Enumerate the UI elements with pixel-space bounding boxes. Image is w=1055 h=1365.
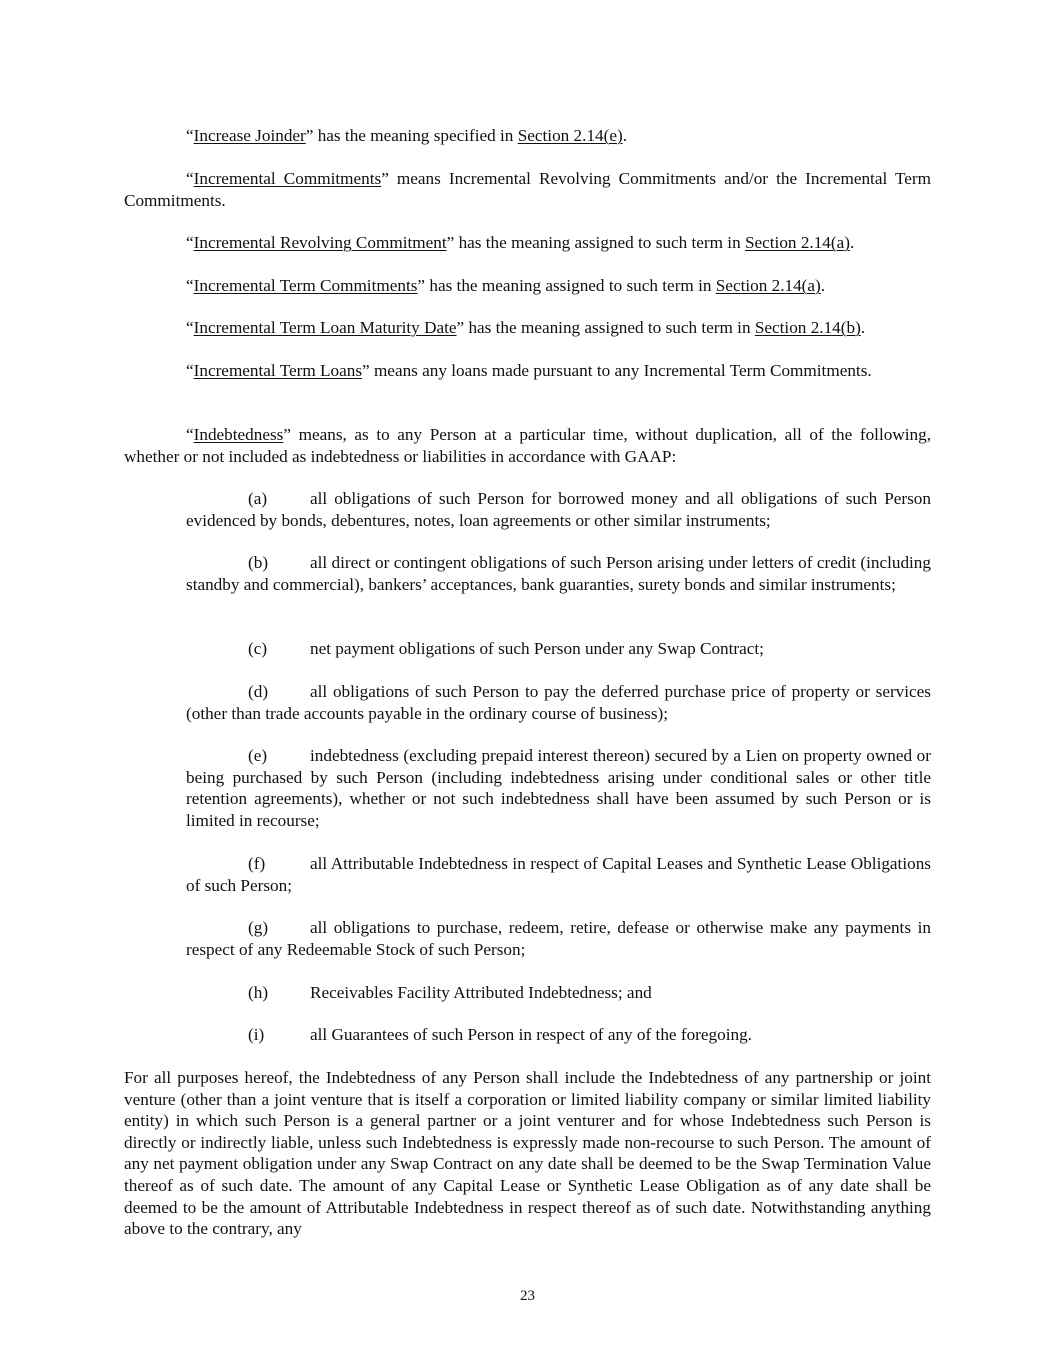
clause-f: (f) all Attributable Indebtedness in respect of Capital Leases and Synthetic Lease Obligations of such Person; xyxy=(186,854,931,895)
closing-paragraph: For all purposes hereof, the Indebtedness of any Person shall include the Indebtedness of any partnership or joint venture (other than a joint venture that is itself a corporation or limited liability company or similar limited liability entity) in which such Person is a general partner or a joint venturer and for whose Indebtedness such Person is directly or indirectly liable, unless such Indebtedness is expressly made non-recourse to such Person. The amount of any net payment obligation under any Swap Contract on any date shall be deemed to be the Swap Termination Value thereof as of such date. The amount of any Capital Lease or Synthetic Lease Obligation as of any date shall be deemed to be the amount of Attributable Indebtedness in respect thereof as of such date. Notwithstanding anything above to the contrary, any xyxy=(124,1068,931,1239)
definition-incremental-term-loans: “Incremental Term Loans” means any loans made pursuant to any Incremental Term Commitments. xyxy=(186,361,872,380)
clause-label: (b) xyxy=(248,553,269,572)
clause-d: (d) all obligations of such Person to pay the deferred purchase price of property or services (other than trade accounts payable in the ordinary course of business); xyxy=(186,682,931,723)
clause-label: (a) xyxy=(248,489,268,508)
defined-term: Incremental Term Loan Maturity Date xyxy=(193,318,457,337)
section-reference: Section 2.14(a) xyxy=(715,276,821,295)
defined-term: Incremental Term Commitments xyxy=(193,276,418,295)
definition-incremental-commitments: “Incremental Commitments” means Incremental Revolving Commitments and/or the Incremental Term Commitments. xyxy=(124,169,931,210)
clause-b: (b) all direct or contingent obligations of such Person arising under letters of credit (including standby and commercial), bankers’ acceptances, bank guaranties, surety bonds and similar instruments; xyxy=(186,553,931,594)
clause-label: (d) xyxy=(248,682,269,701)
clause-c: (c) net payment obligations of such Person under any Swap Contract; xyxy=(248,639,764,658)
clause-label: (i) xyxy=(248,1025,265,1044)
page-number: 23 xyxy=(520,1288,535,1304)
clause-g: (g) all obligations to purchase, redeem, retire, defease or otherwise make any payments in respect of any Redeemable Stock of such Person; xyxy=(186,918,931,959)
section-reference: Section 2.14(b) xyxy=(754,318,861,337)
clause-i: (i) all Guarantees of such Person in respect of any of the foregoing. xyxy=(248,1025,752,1044)
clause-label: (e) xyxy=(248,746,268,765)
definition-incremental-revolving-commitment: “Incremental Revolving Commitment” has the meaning assigned to such term in Section 2.14(a). xyxy=(186,233,855,252)
defined-term: Increase Joinder xyxy=(193,126,306,145)
clause-label: (h) xyxy=(248,983,269,1002)
section-reference: Section 2.14(a) xyxy=(744,233,850,252)
defined-term: Indebtedness xyxy=(193,425,284,444)
clause-label: (g) xyxy=(248,918,269,937)
clause-h: (h) Receivables Facility Attributed Indebtedness; and xyxy=(248,983,652,1002)
section-reference: Section 2.14(e) xyxy=(517,126,623,145)
defined-term: Incremental Term Loans xyxy=(193,361,363,380)
clause-label: (f) xyxy=(248,854,266,873)
clause-e: (e) indebtedness (excluding prepaid interest thereon) secured by a Lien on property owned or being purchased by such Person (including indebtedness arising under conditional sales or other title retention agreements), whether or not such indebtedness shall have been assumed by such Person or is limited in recourse; xyxy=(186,746,931,830)
defined-term: Incremental Revolving Commitment xyxy=(193,233,447,252)
definition-indebtedness: “Indebtedness” means, as to any Person at a particular time, without duplication, all of the following, whether or not included as indebtedness or liabilities in accordance with GAAP: xyxy=(124,425,931,466)
clause-label: (c) xyxy=(248,639,268,658)
definition-increase-joinder: “Increase Joinder” has the meaning specified in Section 2.14(e). xyxy=(186,126,628,145)
definition-incremental-term-commitments: “Incremental Term Commitments” has the meaning assigned to such term in Section 2.14(a). xyxy=(186,276,826,295)
defined-term: Incremental Commitments xyxy=(193,169,382,188)
clause-a: (a) all obligations of such Person for borrowed money and all obligations of such Person evidenced by bonds, debentures, notes, loan agreements or other similar instruments; xyxy=(186,489,931,530)
definition-incremental-term-loan-maturity-date: “Incremental Term Loan Maturity Date” has the meaning assigned to such term in Section 2.14(b). xyxy=(186,318,866,337)
